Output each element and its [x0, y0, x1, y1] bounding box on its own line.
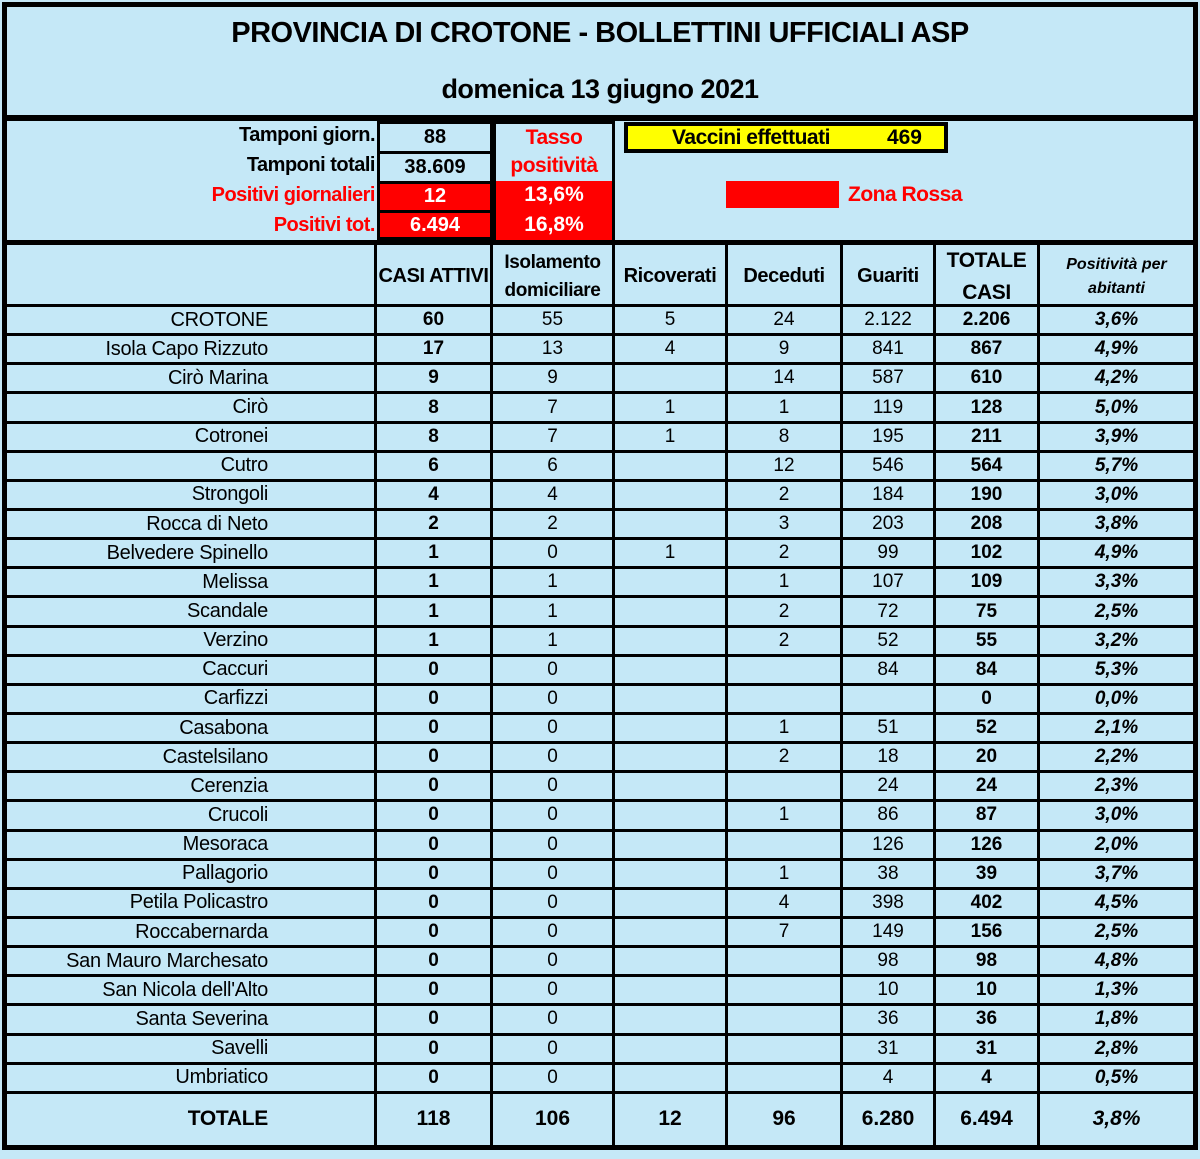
table-row: [7, 977, 1193, 1006]
positivi-giornalieri-value: 12: [377, 181, 493, 214]
cell-ricoverati: [615, 628, 728, 654]
cell-isolamento: 0: [493, 744, 615, 770]
cell-isolamento: 0: [493, 977, 615, 1003]
positivi-tot-label: Positivi tot.: [273, 213, 375, 236]
cell-comune: Savelli: [7, 1036, 377, 1062]
cell-ricoverati: [615, 832, 728, 858]
cell-deceduti: 1: [728, 861, 843, 887]
table-row: [7, 394, 1193, 423]
cell-totale: 4: [936, 1065, 1040, 1091]
cell-ricoverati: [615, 511, 728, 537]
cell-deceduti: [728, 1036, 843, 1062]
cell-totale: 402: [936, 890, 1040, 916]
header-guariti: Guariti: [843, 245, 936, 308]
table-row: [7, 365, 1193, 394]
cell-ricoverati: [615, 686, 728, 712]
cell-comune: Umbriatico: [7, 1065, 377, 1091]
cell-comune: Roccabernarda: [7, 919, 377, 945]
cell-positivita: 3,3%: [1094, 571, 1139, 593]
cell-casi-attivi: 0: [377, 773, 493, 799]
vaccini-label: Vaccini effettuati: [672, 125, 830, 149]
cell-deceduti: 2: [728, 482, 843, 508]
cell-ricoverati: [615, 569, 728, 595]
cell-guariti: 587: [843, 365, 936, 391]
cell-isolamento: 1: [493, 598, 615, 624]
cell-ricoverati: 1: [615, 540, 728, 566]
cell-deceduti: [728, 832, 843, 858]
cell-isolamento: 0: [493, 657, 615, 683]
table-row: [7, 482, 1193, 511]
cell-positivita: 1,8%: [1094, 1008, 1139, 1030]
cell-positivita: 4,9%: [1094, 542, 1139, 564]
cell-comune: Santa Severina: [7, 1006, 377, 1032]
cell-positivita: 2,0%: [1094, 833, 1139, 855]
cell-guariti: 184: [843, 482, 936, 508]
cell-guariti: 31: [843, 1036, 936, 1062]
cell-positivita: 3,8%: [1092, 1107, 1141, 1131]
cell-deceduti: 1: [728, 394, 843, 420]
cell-guariti: 119: [843, 394, 936, 420]
cell-isolamento: 0: [493, 1036, 615, 1062]
cell-guariti: 84: [843, 657, 936, 683]
cell-comune: TOTALE: [7, 1094, 377, 1145]
cell-totale: 55: [936, 628, 1040, 654]
cell-casi-attivi: 6: [377, 453, 493, 479]
cell-guariti: 107: [843, 569, 936, 595]
table-row: [7, 1065, 1193, 1094]
cell-casi-attivi: 1: [377, 540, 493, 566]
title-block: [7, 7, 1193, 115]
cell-totale: 10: [936, 977, 1040, 1003]
cell-totale: 564: [936, 453, 1040, 479]
positivi-giornalieri-label: Positivi giornalieri: [211, 183, 375, 206]
cell-casi-attivi: 0: [377, 1006, 493, 1032]
cases-table: [7, 240, 1193, 1145]
cell-ricoverati: [615, 715, 728, 741]
cell-positivita: 4,5%: [1094, 891, 1139, 913]
cell-guariti: 18: [843, 744, 936, 770]
cell-ricoverati: [615, 1006, 728, 1032]
cell-totale: 2.206: [936, 307, 1040, 333]
table-header-row: [7, 245, 1193, 307]
header-deceduti: Deceduti: [728, 245, 843, 308]
cell-totale: 102: [936, 540, 1040, 566]
cell-ricoverati: [615, 861, 728, 887]
cell-isolamento: 2: [493, 511, 615, 537]
cell-positivita: 3,9%: [1094, 425, 1139, 447]
cell-deceduti: [728, 657, 843, 683]
cell-isolamento: 7: [493, 424, 615, 450]
cell-positivita: 5,3%: [1094, 658, 1139, 680]
cell-casi-attivi: 0: [377, 744, 493, 770]
cell-positivita: 5,0%: [1094, 396, 1139, 418]
cell-guariti: 149: [843, 919, 936, 945]
cell-positivita: 2,5%: [1094, 600, 1139, 622]
table-row: [7, 686, 1193, 715]
cell-positivita: 2,2%: [1094, 746, 1139, 768]
header-positivita: Positività per abitanti: [1066, 255, 1167, 297]
cell-comune: Rocca di Neto: [7, 511, 377, 537]
cell-guariti: 203: [843, 511, 936, 537]
cell-comune: Petila Policastro: [7, 890, 377, 916]
cell-isolamento: 1: [493, 628, 615, 654]
cell-guariti: 24: [843, 773, 936, 799]
cell-casi-attivi: 0: [377, 657, 493, 683]
cell-totale: 0: [936, 686, 1040, 712]
cell-guariti: 86: [843, 802, 936, 828]
cell-casi-attivi: 0: [377, 948, 493, 974]
table-row: [7, 598, 1193, 627]
cell-totale: 98: [936, 948, 1040, 974]
cell-totale: 867: [936, 336, 1040, 362]
cell-ricoverati: [615, 802, 728, 828]
cell-comune: Isola Capo Rizzuto: [7, 336, 377, 362]
page-subtitle-date: domenica 13 giugno 2021: [441, 74, 759, 104]
cell-positivita: 3,0%: [1094, 804, 1139, 826]
header-isolamento: Isolamento domiciliare: [493, 245, 615, 308]
cell-ricoverati: 5: [615, 307, 728, 333]
cell-guariti: 51: [843, 715, 936, 741]
table-row: [7, 948, 1193, 977]
header-casi-attivi: CASI ATTIVI: [377, 245, 493, 308]
cell-casi-attivi: 0: [377, 977, 493, 1003]
cell-comune: Belvedere Spinello: [7, 540, 377, 566]
cell-comune: Cirò: [7, 394, 377, 420]
tasso-line2: positività: [510, 154, 598, 178]
cell-guariti: 38: [843, 861, 936, 887]
cell-casi-attivi: 8: [377, 424, 493, 450]
cell-totale: 211: [936, 424, 1040, 450]
cell-positivita: 4,9%: [1094, 338, 1139, 360]
cell-deceduti: 2: [728, 540, 843, 566]
cell-ricoverati: [615, 1036, 728, 1062]
cell-ricoverati: 12: [615, 1094, 728, 1145]
cell-isolamento: 0: [493, 802, 615, 828]
cell-comune: Cirò Marina: [7, 365, 377, 391]
cell-positivita: 2,8%: [1094, 1037, 1139, 1059]
cell-totale: 109: [936, 569, 1040, 595]
cell-comune: San Nicola dell'Alto: [7, 977, 377, 1003]
cell-guariti: 2.122: [843, 307, 936, 333]
cell-totale: 156: [936, 919, 1040, 945]
cell-totale: 36: [936, 1006, 1040, 1032]
header-comune: [7, 245, 377, 308]
cell-totale: 39: [936, 861, 1040, 887]
tamponi-giorn-value: 88: [377, 121, 493, 154]
cell-deceduti: [728, 948, 843, 974]
cell-deceduti: 2: [728, 744, 843, 770]
cell-ricoverati: [615, 482, 728, 508]
cell-ricoverati: 1: [615, 424, 728, 450]
cell-casi-attivi: 8: [377, 394, 493, 420]
cell-ricoverati: [615, 773, 728, 799]
cell-guariti: 36: [843, 1006, 936, 1032]
cell-comune: Cotronei: [7, 424, 377, 450]
cell-positivita: 5,7%: [1094, 454, 1139, 476]
cell-deceduti: [728, 1065, 843, 1091]
table-row: [7, 861, 1193, 890]
cell-isolamento: 13: [493, 336, 615, 362]
table-row: [7, 832, 1193, 861]
cell-guariti: [843, 686, 936, 712]
cell-deceduti: 3: [728, 511, 843, 537]
cell-positivita: 4,8%: [1094, 950, 1139, 972]
header-ricoverati: Ricoverati: [615, 245, 728, 308]
cell-guariti: 4: [843, 1065, 936, 1091]
table-row: [7, 802, 1193, 831]
table-row: [7, 540, 1193, 569]
table-row: [7, 511, 1193, 540]
cell-positivita: 4,2%: [1094, 367, 1139, 389]
cell-isolamento: 0: [493, 686, 615, 712]
cell-deceduti: [728, 773, 843, 799]
tasso-positivita-header: [493, 121, 615, 181]
tasso-totale-value: 16,8%: [524, 213, 584, 237]
cell-comune: Cerenzia: [7, 773, 377, 799]
cell-positivita: 2,1%: [1094, 717, 1139, 739]
table-row: [7, 1006, 1193, 1035]
cell-guariti: 99: [843, 540, 936, 566]
cell-isolamento: 106: [493, 1094, 615, 1145]
cell-isolamento: 0: [493, 861, 615, 887]
cell-guariti: 398: [843, 890, 936, 916]
cell-guariti: 195: [843, 424, 936, 450]
cell-comune: Melissa: [7, 569, 377, 595]
cell-guariti: 72: [843, 598, 936, 624]
cases-table-body: [7, 307, 1193, 1145]
cell-ricoverati: [615, 365, 728, 391]
vaccini-value: 469: [886, 125, 922, 149]
table-row: [7, 424, 1193, 453]
cell-deceduti: 12: [728, 453, 843, 479]
cell-positivita: 3,2%: [1094, 629, 1139, 651]
table-row: [7, 890, 1193, 919]
cell-deceduti: 24: [728, 307, 843, 333]
cell-positivita: 2,5%: [1094, 921, 1139, 943]
cell-positivita: 0,5%: [1094, 1066, 1139, 1088]
cell-casi-attivi: 1: [377, 628, 493, 654]
tasso-line1: Tasso: [525, 126, 583, 150]
tamponi-giorn-label: Tamponi giorn.: [239, 124, 375, 147]
table-row: [7, 657, 1193, 686]
cell-comune: Crucoli: [7, 802, 377, 828]
cell-totale: 128: [936, 394, 1040, 420]
cell-casi-attivi: 0: [377, 715, 493, 741]
cell-comune: Castelsilano: [7, 744, 377, 770]
table-row: [7, 744, 1193, 773]
cell-comune: Cutro: [7, 453, 377, 479]
cell-isolamento: 0: [493, 715, 615, 741]
cell-positivita: 0,0%: [1094, 687, 1139, 709]
stats-right-area: [618, 121, 1193, 240]
cell-casi-attivi: 1: [377, 569, 493, 595]
cell-casi-attivi: 60: [377, 307, 493, 333]
table-row: [7, 336, 1193, 365]
cell-casi-attivi: 0: [377, 1036, 493, 1062]
cell-totale: 190: [936, 482, 1040, 508]
cell-isolamento: 0: [493, 773, 615, 799]
cell-ricoverati: [615, 657, 728, 683]
cell-ricoverati: 4: [615, 336, 728, 362]
cell-deceduti: 1: [728, 569, 843, 595]
cell-isolamento: 0: [493, 1065, 615, 1091]
cell-comune: San Mauro Marchesato: [7, 948, 377, 974]
cell-totale: 87: [936, 802, 1040, 828]
cell-ricoverati: [615, 890, 728, 916]
table-total-row: [7, 1094, 1193, 1145]
table-row: [7, 919, 1193, 948]
cell-positivita: 2,3%: [1094, 775, 1139, 797]
cell-totale: 208: [936, 511, 1040, 537]
cell-totale: 20: [936, 744, 1040, 770]
cell-isolamento: 9: [493, 365, 615, 391]
cell-isolamento: 0: [493, 948, 615, 974]
cell-casi-attivi: 0: [377, 919, 493, 945]
cell-guariti: 126: [843, 832, 936, 858]
table-row: [7, 773, 1193, 802]
cell-casi-attivi: 0: [377, 1065, 493, 1091]
bulletin-frame: [2, 2, 1198, 1150]
cell-guariti: 10: [843, 977, 936, 1003]
cell-deceduti: 4: [728, 890, 843, 916]
cell-casi-attivi: 0: [377, 802, 493, 828]
cell-deceduti: 14: [728, 365, 843, 391]
cell-isolamento: 55: [493, 307, 615, 333]
cell-guariti: 546: [843, 453, 936, 479]
vaccini-box: [624, 122, 948, 153]
cell-comune: Strongoli: [7, 482, 377, 508]
tasso-positivita-values: [493, 181, 615, 241]
cell-comune: Verzino: [7, 628, 377, 654]
cell-casi-attivi: 0: [377, 861, 493, 887]
cell-positivita: 3,8%: [1094, 513, 1139, 535]
cell-isolamento: 4: [493, 482, 615, 508]
cell-ricoverati: 1: [615, 394, 728, 420]
cell-deceduti: 8: [728, 424, 843, 450]
cell-casi-attivi: 2: [377, 511, 493, 537]
cell-deceduti: [728, 686, 843, 712]
cell-ricoverati: [615, 453, 728, 479]
cell-positivita: 3,0%: [1094, 483, 1139, 505]
cell-isolamento: 0: [493, 1006, 615, 1032]
cell-comune: Pallagorio: [7, 861, 377, 887]
header-totale-casi: TOTALE CASI: [936, 245, 1040, 308]
cell-ricoverati: [615, 948, 728, 974]
cell-guariti: 841: [843, 336, 936, 362]
positivi-tot-value: 6.494: [377, 210, 493, 240]
tamponi-totali-label: Tamponi totali: [246, 154, 375, 177]
table-row: [7, 715, 1193, 744]
cell-guariti: 52: [843, 628, 936, 654]
cell-positivita: 3,7%: [1094, 862, 1139, 884]
stats-band: [7, 121, 1193, 240]
cell-deceduti: 1: [728, 715, 843, 741]
cell-comune: CROTONE: [7, 307, 377, 333]
cell-isolamento: 1: [493, 569, 615, 595]
tasso-giornaliero-value: 13,6%: [524, 183, 584, 207]
cell-positivita: 3,6%: [1094, 309, 1139, 331]
cell-deceduti: 96: [728, 1094, 843, 1145]
cell-deceduti: 9: [728, 336, 843, 362]
cell-positivita: 1,3%: [1094, 979, 1139, 1001]
cell-ricoverati: [615, 977, 728, 1003]
cell-deceduti: 2: [728, 628, 843, 654]
cell-ricoverati: [615, 598, 728, 624]
zona-rossa-swatch: [726, 181, 839, 208]
cell-deceduti: [728, 977, 843, 1003]
cell-casi-attivi: 9: [377, 365, 493, 391]
cell-totale: 75: [936, 598, 1040, 624]
cell-casi-attivi: 0: [377, 832, 493, 858]
cell-casi-attivi: 118: [377, 1094, 493, 1145]
cell-totale: 52: [936, 715, 1040, 741]
tamponi-totali-value: 38.609: [377, 151, 493, 184]
cell-comune: Carfizzi: [7, 686, 377, 712]
cell-casi-attivi: 1: [377, 598, 493, 624]
cell-comune: Mesoraca: [7, 832, 377, 858]
cell-isolamento: 0: [493, 540, 615, 566]
table-row: [7, 453, 1193, 482]
cell-guariti: 6.280: [843, 1094, 936, 1145]
zona-rossa-label: Zona Rossa: [848, 182, 963, 206]
cell-totale: 6.494: [936, 1094, 1040, 1145]
cell-deceduti: 1: [728, 802, 843, 828]
cell-deceduti: 2: [728, 598, 843, 624]
cell-isolamento: 0: [493, 919, 615, 945]
cell-comune: Caccuri: [7, 657, 377, 683]
cell-comune: Scandale: [7, 598, 377, 624]
cell-casi-attivi: 4: [377, 482, 493, 508]
table-row: [7, 628, 1193, 657]
cell-ricoverati: [615, 744, 728, 770]
cell-isolamento: 7: [493, 394, 615, 420]
table-row: [7, 569, 1193, 598]
cell-totale: 610: [936, 365, 1040, 391]
cell-totale: 84: [936, 657, 1040, 683]
cell-totale: 31: [936, 1036, 1040, 1062]
cell-ricoverati: [615, 1065, 728, 1091]
cell-isolamento: 0: [493, 832, 615, 858]
cell-deceduti: [728, 1006, 843, 1032]
cell-deceduti: 7: [728, 919, 843, 945]
cell-casi-attivi: 0: [377, 686, 493, 712]
cell-casi-attivi: 0: [377, 890, 493, 916]
table-row: [7, 1036, 1193, 1065]
cell-isolamento: 0: [493, 890, 615, 916]
cell-totale: 24: [936, 773, 1040, 799]
cell-comune: Casabona: [7, 715, 377, 741]
page-title: PROVINCIA DI CROTONE - BOLLETTINI UFFICIALI ASP: [231, 17, 969, 49]
cell-casi-attivi: 17: [377, 336, 493, 362]
cell-guariti: 98: [843, 948, 936, 974]
cell-ricoverati: [615, 919, 728, 945]
table-row: [7, 307, 1193, 336]
cell-isolamento: 6: [493, 453, 615, 479]
cell-totale: 126: [936, 832, 1040, 858]
